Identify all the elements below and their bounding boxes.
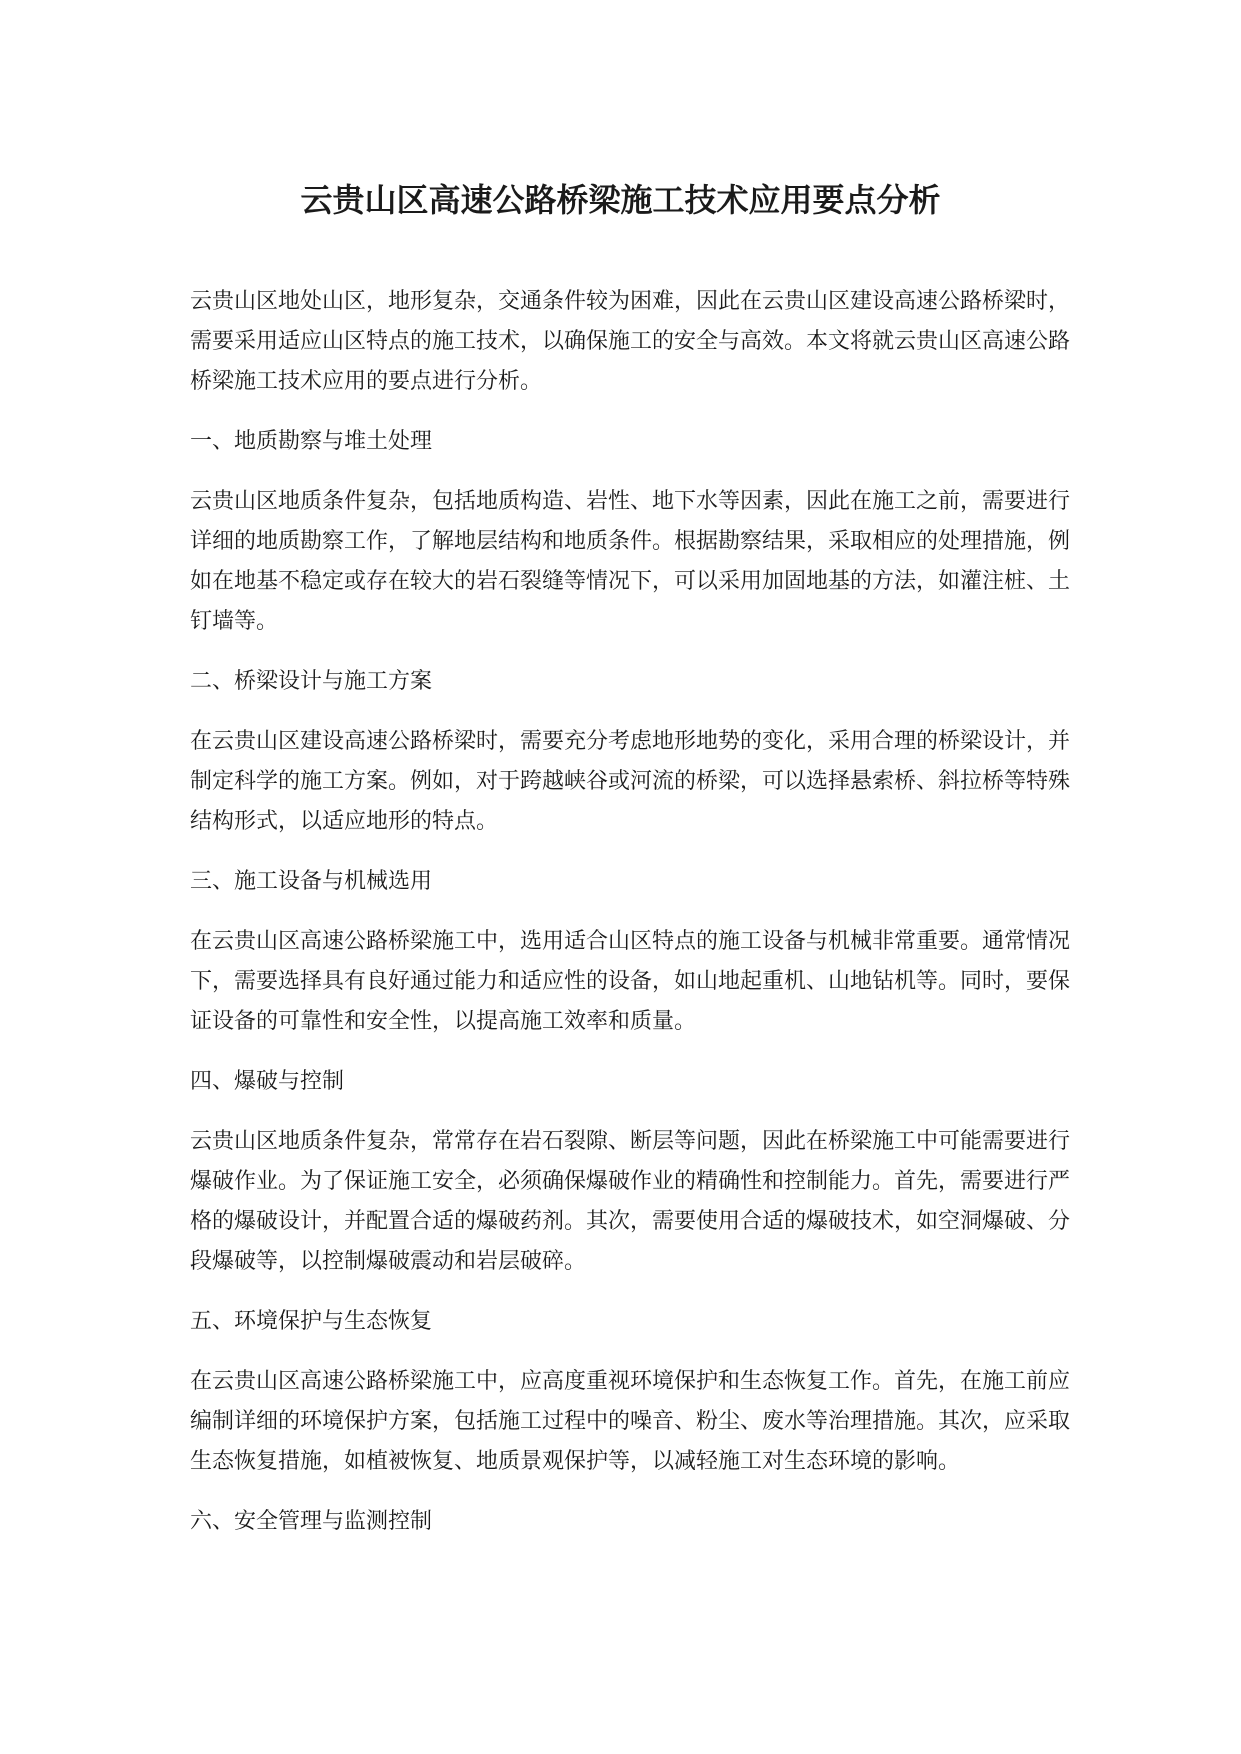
- section-heading-4: 四、爆破与控制: [190, 1069, 345, 1094]
- section-body-3: 在云贵山区高速公路桥梁施工中，选用适合山区特点的施工设备与机械非常重要。通常情况下，需要选择具有良好通过能力和适应性的设备，如山地起重机、山地钻机等。同时，要保证设备的可靠性和安全性，以提高施工效率和质量。: [190, 929, 1071, 1034]
- section-body-2: 在云贵山区建设高速公路桥梁时，需要充分考虑地形地势的变化，采用合理的桥梁设计，并制定科学的施工方案。例如，对于跨越峡谷或河流的桥梁，可以选择悬索桥、斜拉桥等特殊结构形式，以适应地形的特点。: [190, 729, 1071, 834]
- section-body-4: 云贵山区地质条件复杂，常常存在岩石裂隙、断层等问题，因此在桥梁施工中可能需要进行爆破作业。为了保证施工安全，必须确保爆破作业的精确性和控制能力。首先，需要进行严格的爆破设计，并配置合适的爆破药剂。其次，需要使用合适的爆破技术，如空洞爆破、分段爆破等，以控制爆破震动和岩层破碎。: [190, 1129, 1071, 1274]
- intro-paragraph: 云贵山区地处山区，地形复杂，交通条件较为困难，因此在云贵山区建设高速公路桥梁时，需要采用适应山区特点的施工技术，以确保施工的安全与高效。本文将就云贵山区高速公路桥梁施工技术应用的要点进行分析。: [190, 289, 1071, 394]
- section-heading-5: 五、环境保护与生态恢复: [190, 1309, 433, 1334]
- document-body: [190, 282, 1080, 1562]
- section-heading-1: 一、地质勘察与堆土处理: [190, 429, 433, 454]
- section-body-1: 云贵山区地质条件复杂，包括地质构造、岩性、地下水等因素，因此在施工之前，需要进行详细的地质勘察工作，了解地层结构和地质条件。根据勘察结果，采取相应的处理措施，例如在地基不稳定或存在较大的岩石裂缝等情况下，可以采用加固地基的方法，如灌注桩、土钉墙等。: [190, 489, 1071, 634]
- section-heading-2: 二、桥梁设计与施工方案: [190, 669, 433, 694]
- section-heading-6: 六、安全管理与监测控制: [190, 1509, 433, 1534]
- document-title: 云贵山区高速公路桥梁施工技术应用要点分析: [300, 181, 941, 219]
- section-heading-3: 三、施工设备与机械选用: [190, 869, 433, 894]
- section-body-5: 在云贵山区高速公路桥梁施工中，应高度重视环境保护和生态恢复工作。首先，在施工前应编制详细的环境保护方案，包括施工过程中的噪音、粉尘、废水等治理措施。其次，应采取生态恢复措施，如植被恢复、地质景观保护等，以减轻施工对生态环境的影响。: [190, 1369, 1071, 1474]
